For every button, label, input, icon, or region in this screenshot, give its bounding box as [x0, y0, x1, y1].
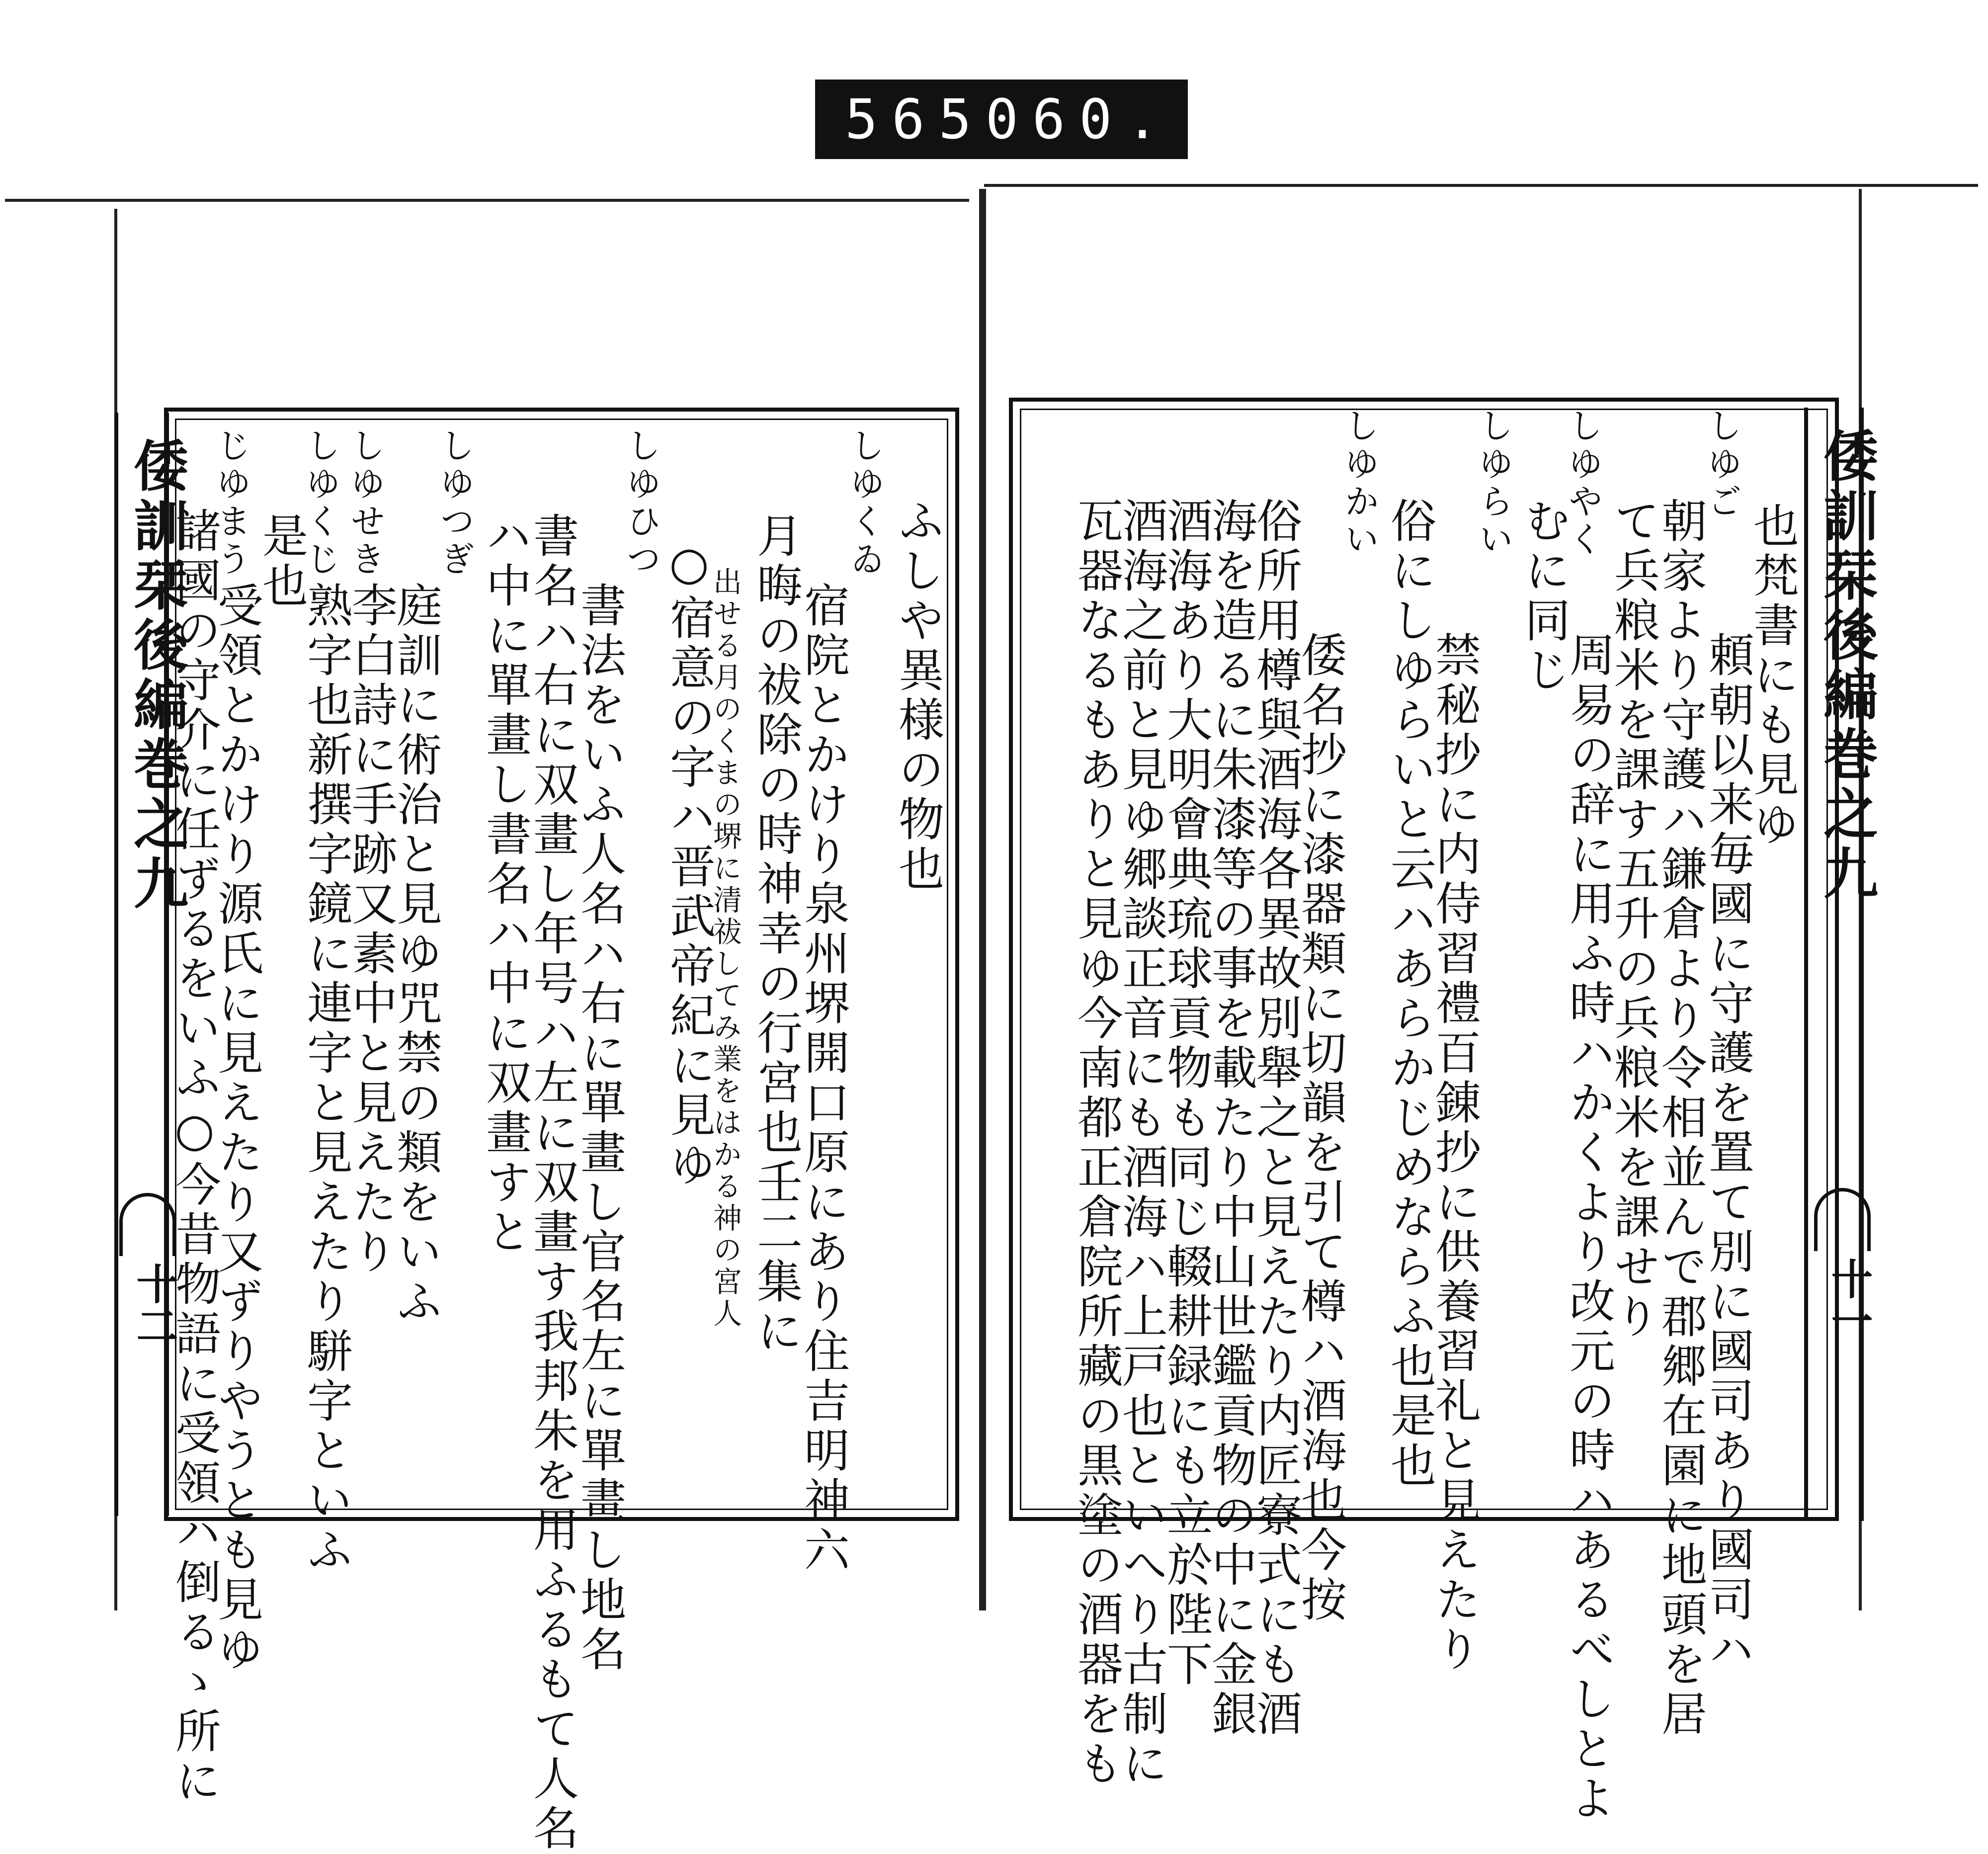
text-column: 諸國の守介に任ずるをいふ○今昔物語に受領ハ倒るゝ所に: [168, 507, 221, 1807]
text-column: 海を造るに朱漆等の事を載たり中山世鑑貢物の中に金銀: [1204, 497, 1257, 1740]
top-rule-right: [984, 184, 1978, 187]
entry-heading: しゆくじ: [300, 427, 341, 579]
text-column: 頼朝以来毎國に守護を置て別に國司あり國司ハ: [1701, 631, 1754, 1675]
text-column: 庭訓に術治と見ゆ咒禁の類をいふ: [389, 582, 442, 1327]
text-column: ふしや異様の物也: [891, 497, 944, 895]
text-column: 俗所用樽與酒海各異故別舉之と見えたり内匠寮式にも酒: [1249, 497, 1302, 1740]
entry-heading: じゆまう: [211, 427, 251, 579]
text-column: て兵粮米を課す五升の兵粮米を課せり: [1607, 497, 1660, 1342]
text-column: 書名ハ右に双畫し年号ハ左に双畫す我邦朱を用ふるもて人名: [526, 512, 579, 1854]
text-column: 朝家より守護ハ鎌倉より令相並んで郡郷在園に地頭を居: [1654, 497, 1707, 1740]
entry-heading: しゆくゐ: [844, 427, 885, 579]
text-column: 是也: [255, 512, 308, 611]
right-page-number-bracket: [1814, 1188, 1871, 1251]
text-column: 書法をいふ人名ハ右に單畫し官名左に單畫し地名: [573, 582, 626, 1675]
text-column: 月晦の祓除の時神幸の行宮也壬二集に: [749, 512, 803, 1357]
text-column: 倭名抄に漆器類に切韻を引て樽ハ酒海也今按: [1294, 631, 1347, 1625]
text-column: 周易の辞に用ふ時ハかくより改元の時ハあるべしとよ: [1562, 631, 1615, 1824]
entry-heading: しゆかい: [1339, 408, 1380, 559]
text-column: 酒海あり大明會典琉球貢物も同じ輟耕録にも立於陛下: [1160, 497, 1213, 1690]
gutter-line: [979, 189, 986, 1610]
film-reel-number: 565: [845, 87, 986, 151]
entry-heading: しゆやく: [1563, 408, 1603, 559]
film-frame-label: [815, 80, 1188, 159]
text-column-small: 出せる月のくまの堺に清祓してみ業をはかる神の宮人: [708, 567, 742, 1330]
text-column: 宿院とかけり泉州堺開口原にあり住吉明神六: [797, 582, 850, 1576]
right-title-strip: 倭訓栞後編巻之九: [1815, 427, 1879, 905]
text-column: 受領とかけり源氏に見えたり又ずりやうとも見ゆ: [210, 582, 263, 1675]
text-column: 也梵書にも見ゆ: [1746, 502, 1799, 850]
entry-heading: しゆつぎ: [434, 427, 475, 579]
text-column: むに同じ: [1517, 497, 1571, 696]
left-page-number: 十二: [130, 1263, 179, 1346]
text-column: ○宿意の字ハ晋武帝紀に見ゆ: [663, 537, 716, 1190]
right-page-number: 十一: [1824, 1258, 1874, 1341]
text-column: 禁秘抄に内侍習禮百錬抄に供養習礼と見えたり: [1428, 631, 1481, 1675]
text-column: 瓦器なるもありと見ゆ今南都正倉院所藏の黒塗の酒器をも: [1070, 497, 1123, 1789]
entry-heading: しゆご: [1702, 408, 1742, 521]
left-title-strip: 倭訓栞後編巻之九: [125, 437, 189, 915]
entry-heading: しゆらい: [1473, 408, 1514, 559]
text-column: 李白詩に手跡又素中と見えたり: [344, 582, 398, 1277]
entry-heading: しゆひつ: [621, 427, 662, 579]
entry-heading: しゆせき: [345, 427, 386, 579]
left-page-number-bracket: [119, 1193, 176, 1256]
text-column: 熟字也新撰字鏡に連字と見えたり駢字といふ: [300, 582, 353, 1576]
text-column: 俗にしゆらいと云ハあらかじめならふ也是也: [1383, 497, 1436, 1491]
text-column: ハ中に單畫し書名ハ中に双畫すと: [479, 512, 532, 1258]
film-frame-number: 060.: [985, 87, 1173, 151]
top-rule-left: [5, 199, 969, 202]
text-column: 酒海之前と見ゆ郷談正音にも酒海ハ上戸也といへり古制に: [1115, 497, 1168, 1789]
